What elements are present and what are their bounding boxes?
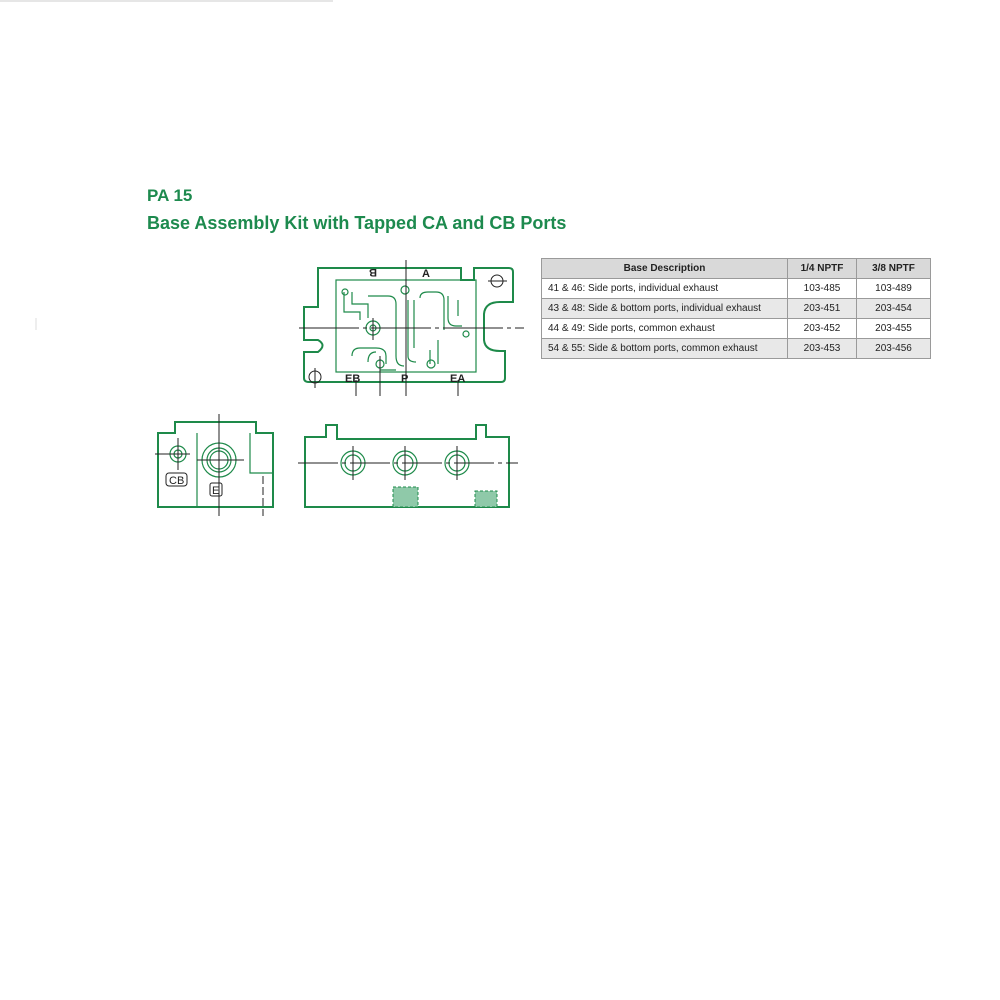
- cell-description: 43 & 48: Side & bottom ports, individual exhaust: [542, 299, 788, 319]
- table-row: [542, 339, 931, 359]
- label-ea: EA: [450, 373, 466, 385]
- label-cb: CB: [169, 475, 185, 487]
- port-ea-hole: [427, 360, 435, 368]
- model-heading: PA 15: [147, 186, 193, 205]
- port-a-hole: [401, 286, 409, 294]
- bottom-port-section-1: [393, 487, 418, 507]
- cell-description: 44 & 49: Side ports, common exhaust: [542, 319, 788, 339]
- table-row: [542, 279, 931, 299]
- table-header-row: [542, 259, 931, 279]
- cell-three-eighths-nptf: 203-456: [857, 339, 931, 359]
- cell-quarter-nptf: 103-485: [788, 279, 857, 299]
- side-view: [155, 414, 273, 516]
- top-view: [299, 260, 524, 396]
- passage-b: [344, 292, 404, 366]
- base-kit-table: [541, 258, 931, 359]
- cell-quarter-nptf: 203-453: [788, 339, 857, 359]
- cell-three-eighths-nptf: 203-454: [857, 299, 931, 319]
- cell-quarter-nptf: 203-451: [788, 299, 857, 319]
- mount-hole-right: [463, 331, 469, 337]
- column-header-description: Base Description: [542, 259, 788, 279]
- label-e: E: [212, 485, 220, 497]
- cell-quarter-nptf: 203-452: [788, 319, 857, 339]
- front-view: [298, 425, 518, 507]
- label-b: B: [369, 266, 377, 278]
- table-row: [542, 299, 931, 319]
- mount-hole-left: [342, 289, 348, 295]
- label-p: P: [401, 373, 409, 385]
- cell-description: 41 & 46: Side ports, individual exhaust: [542, 279, 788, 299]
- column-header-quarter-nptf: 1/4 NPTF: [788, 259, 857, 279]
- bottom-port-section-2: [475, 491, 497, 507]
- label-eb: EB: [345, 373, 361, 385]
- cell-description: 54 & 55: Side & bottom ports, common exhaust: [542, 339, 788, 359]
- table-row: [542, 319, 931, 339]
- cell-three-eighths-nptf: 103-489: [857, 279, 931, 299]
- cell-three-eighths-nptf: 203-455: [857, 319, 931, 339]
- page-title: Base Assembly Kit with Tapped CA and CB Ports: [147, 213, 567, 233]
- label-a: A: [422, 268, 430, 280]
- side-view-inner-step: [197, 433, 273, 507]
- column-header-three-eighths-nptf: 3/8 NPTF: [857, 259, 931, 279]
